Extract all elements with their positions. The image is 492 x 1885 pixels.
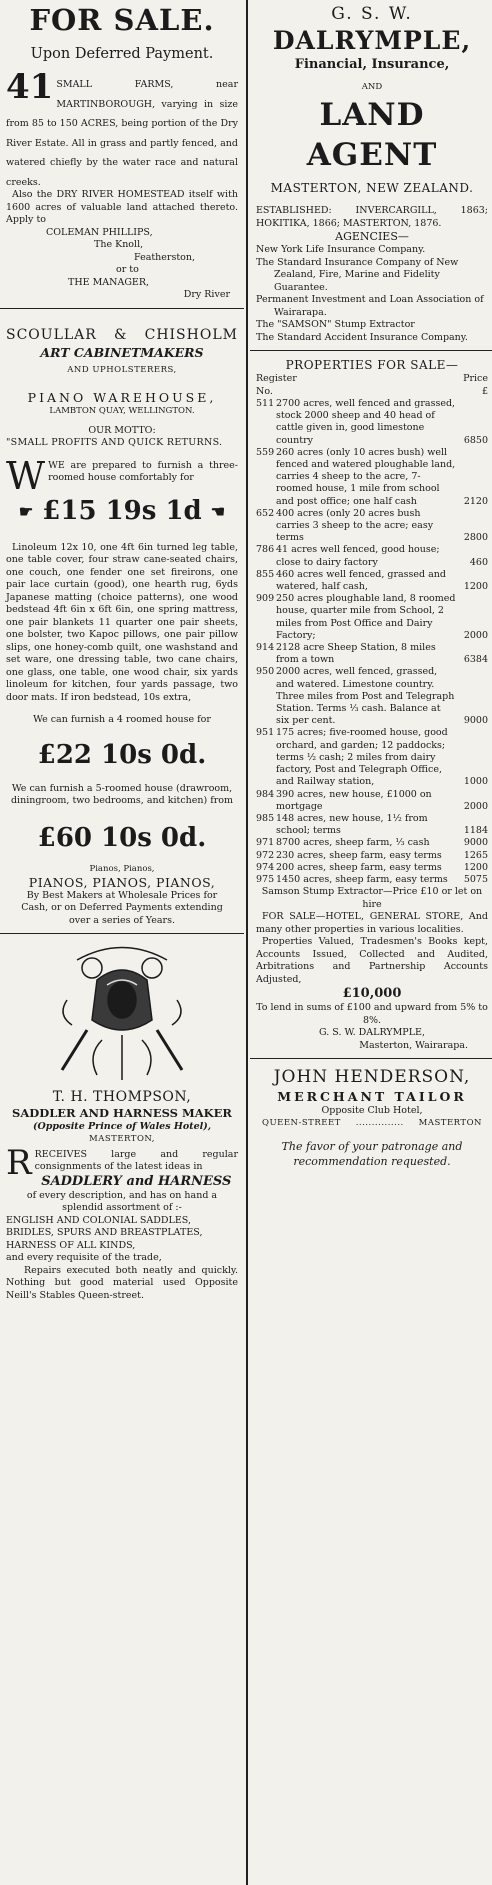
repairs-text: Repairs executed both neatly and quickly. Nothing but good material used Opposite Neill's Stables Queen-street. [6,1264,238,1301]
property-row [256,569,488,593]
henderson-street: QUEEN-STREET [262,1117,341,1128]
property-description: 390 acres, new house, £1000 on mortgage [276,788,432,812]
property-row [256,508,488,545]
property-description: 250 acres ploughable land, 8 roomed house, quarter mile from School, 2 miles from Post Office and Dairy Factory; [276,593,456,641]
pointing-hand-right-icon: ☛ [18,501,34,521]
property-row [256,544,488,568]
property-number: 950 [256,666,275,678]
thompson-trade: SADDLER AND HARNESS MAKER [12,1106,232,1120]
property-price: 2120 [463,495,488,507]
furniture-list: Linoleum 12x 10, one 4ft 6in turned leg table, one table cover, four straw cane-seated chairs, one couch, one fender one set fireirons, one pair lace curtain (good), one hearth rug, 6yds Japanese matting (choice patterns), one wood bedstead 4ft 6in x 6ft 6in, one spring mattress, one pair blankets 11 quarter one pair sheets, one bolster, two Kapoc pillows, one pair pillow slips, one honey-comb quilt, one washstand and set ware, one dressing table, two cane chairs, one glass, one table, one wood chair, six yards linoleum for kitchen, four yards passage, two door mats. If iron bedstead, 10s extra, [6,541,238,703]
property-row [256,593,488,642]
property-number: 909 [256,593,275,605]
property-price: 1200 [463,581,488,593]
property-description: 2000 acres, well fenced, grassed, and watered. Limestone country. Three miles from Post and Telegraph Station. Terms ⅓ cash. Balance at six per cent. [276,666,455,727]
pianos-small: Pianos, Pianos, [89,863,155,874]
henderson-town: MASTERTON [418,1117,482,1128]
right-column [250,0,492,1885]
henderson-name: JOHN HENDERSON, [273,1067,471,1088]
item-bridles: BRIDLES, SPURS AND BREASTPLATES, [6,1227,203,1238]
column-divider [246,0,248,1885]
pianos-text: By Best Makers at Wholesale Prices for Cash, or on Deferred Payments extending over a series of Years. [21,889,223,926]
property-number: 951 [256,727,275,739]
henderson-address [256,1118,488,1129]
saddle-illustration [6,940,238,1088]
henderson-opposite: Opposite Club Hotel, [321,1105,423,1117]
agency-3: Permanent Investment and Loan Association of Wairarapa. [256,294,484,318]
property-price: 1000 [463,776,488,788]
thompson-town: MASTERTON, [88,1133,156,1144]
agency-4: The "SAMSON" Stump Extractor [256,319,415,330]
farms-ad [0,0,244,302]
for-sale-title: FOR SALE. [29,3,215,37]
warehouse-address: LAMBTON QUAY, WELLINGTON. [49,405,195,416]
trade-line-2: AND UPHOLSTERERS, [67,364,177,375]
firm-name-2: CHISHOLM [144,326,238,343]
property-number: 985 [256,812,275,824]
property-number: 786 [256,544,275,556]
thompson-opposite: (Opposite Prince of Wales Hotel), [32,1121,212,1132]
henderson-favor: The favor of your patronage and recommendation requested. [281,1139,463,1168]
property-number: 652 [256,507,275,519]
lend-amount: £10,000 [342,986,402,1002]
property-row [256,850,488,862]
property-row [256,447,488,508]
thompson-name: T. H. THOMPSON, [52,1089,192,1105]
property-price: 2000 [463,629,488,641]
number-header: No. [256,385,273,397]
property-number: 984 [256,788,275,800]
property-number: 855 [256,568,275,580]
property-price: 9000 [463,715,488,727]
property-number: 914 [256,642,275,654]
manager-label: THE MANAGER, [68,276,150,288]
property-row [256,642,488,666]
contact-name: COLEMAN PHILLIPS, [46,226,153,238]
dalrymple-and: AND [361,82,383,92]
motto-title: OUR MOTTO: [88,424,156,436]
thompson-ad [0,940,244,1302]
price-four-room: £22 10s 0d. [37,739,207,770]
price-three-room [6,493,238,530]
property-price: 460 [469,556,488,568]
scoullar-chisholm-ad [0,315,244,928]
properties-title: PROPERTIES FOR SALE— [285,358,459,372]
property-description: 460 acres well fenced, grassed and watered, half cash, [276,568,446,593]
henderson-dots: ............... [355,1117,404,1128]
property-price: 5075 [463,873,488,885]
henderson-ad [250,1065,492,1169]
property-row [256,789,488,813]
hotel-text: FOR SALE—HOTEL, GENERAL STORE, And many other properties in various localities. [256,911,488,935]
dalrymple-town: MASTERTON, NEW ZEALAND. [270,181,474,195]
property-description: 148 acres, new house, 1½ from school; terms [276,812,428,837]
farms-body: SMALL FARMS, near MARTINBOROUGH, varying in size from 85 to 150 ACRES, being portion of the Dry River Estate. All in grass and partly fenced, and watered chiefly by the water race and natural creeks. [6,79,238,188]
agency-2: The Standard Insurance Company of New Zealand, Fire, Marine and Fidelity Guarantee. [256,256,459,293]
four-room-text: We can furnish a 4 roomed house for [33,714,211,725]
left-column [0,0,244,1885]
lend-text: To lend in sums of £100 and upward from 5% to 8%. [256,1002,488,1026]
property-number: 974 [256,861,275,873]
price-three-room-value: £15 19s 1d [42,495,202,526]
trade-line: ART CABINETMAKERS [40,344,204,360]
pound-header: £ [481,385,488,397]
item-harness: HARNESS OF ALL KINDS, [6,1239,136,1251]
property-description: 175 acres; five-roomed house, good orchard, and garden; 12 paddocks; terms ½ cash; 2 miles from dairy factory, Post and Telegraph Office, and Railway station, [276,727,448,788]
pianos-big: PIANOS, PIANOS, PIANOS, [28,874,216,890]
divider [0,308,244,309]
intro-text [6,453,238,498]
register-header: Register [256,373,297,384]
divider [250,1058,492,1059]
property-price: 9000 [463,837,488,849]
agencies-title: AGENCIES— [335,230,409,243]
property-price: 2800 [463,532,488,544]
saddle-harness-illustration [47,940,197,1086]
item-saddles: ENGLISH AND COLONIAL SADDLES, [6,1214,191,1226]
property-row [256,837,488,849]
receives-text: RRECEIVES large and regular consignments of the latest ideas in [6,1142,238,1183]
agency-1: New York Life Insurance Company. [256,244,426,255]
properties-ad [250,357,492,1052]
henderson-trade: MERCHANT TAILOR [277,1089,467,1105]
deferred-subtitle: Upon Deferred Payment. [30,46,214,62]
property-price: 6384 [463,654,488,666]
saddlery-line: SADDLERY and HARNESS [41,1173,232,1189]
property-price: 1184 [463,825,488,837]
land-agent-title: LAND AGENT [306,97,438,173]
signature-name: G. S. W. DALRYMPLE, [319,1027,425,1039]
valued-text: Properties Valued, Tradesmen's Books kept, Accounts Issued, Collected and Audited, Arbitrations and Partnership Accounts Adjusted, [256,936,488,985]
property-number: 971 [256,837,275,849]
samson-text: Samson Stump Extractor—Price £10 or let on hire [261,886,483,910]
manager-place: Dry River [183,289,230,300]
item-requisite: and every requisite of the trade, [6,1252,162,1263]
property-number: 511 [256,398,275,409]
divider [250,350,492,351]
property-number: 559 [256,446,275,458]
contact-address-2: Featherston, [134,251,196,263]
property-row [256,666,488,727]
firm-name-1: SCOULLAR [6,326,97,343]
price-header: Price [463,373,488,384]
homestead-text: Also the DRY RIVER HOMESTEAD itself with 1600 acres of valuable land attached thereto. Apply to [6,189,238,225]
property-description: 400 acres (only 20 acres bush carries 3 sheep to the acre; easy terms [276,507,434,544]
contact-address-1: The Knoll, [94,239,144,250]
pointing-hand-left-icon: ☚ [210,501,226,521]
dalrymple-sub: Financial, Insurance, [294,57,450,72]
property-description: 41 acres well fenced, good house; close to dairy factory [276,544,440,568]
property-row [256,727,488,788]
property-description: 8700 acres, sheep farm, ⅓ cash [276,837,430,849]
property-number: 972 [256,849,275,861]
intro-dropcap: W [6,453,46,498]
agency-5: The Standard Accident Insurance Company. [256,331,468,343]
property-description: 1450 acres, sheep farm, easy terms [276,873,448,885]
dalrymple-initials: G. S. W. [331,4,413,24]
five-room-text: We can furnish a 5-roomed house (drawroom, diningroom, two bedrooms, and kitchen) from [10,782,234,806]
divider [0,933,244,934]
property-number: 975 [256,873,275,885]
dalrymple-ad [250,0,492,344]
property-description: 200 acres, sheep farm, easy terms [276,861,442,873]
property-price: 6850 [463,434,488,446]
signature-place: Masterton, Wairarapa. [359,1039,468,1051]
piano-warehouse: PIANO WAREHOUSE, [27,389,217,405]
farms-count: 41 [6,67,54,107]
ampersand: & [113,326,128,343]
property-list [256,398,488,886]
property-price: 2000 [463,800,488,812]
property-row [256,813,488,837]
property-description: 230 acres, sheep farm, easy terms [276,849,442,861]
property-description: 2700 acres, well fenced and grassed, stock 2000 sheep and 40 head of cattle given in, good limestone country [276,398,456,446]
established-text: ESTABLISHED: INVERCARGILL, 1863; HOKITIKA, 1866; MASTERTON, 1876. [256,205,488,229]
property-row [256,398,488,447]
receives-body: RECEIVES large and regular consignments of the latest ideas in [34,1148,238,1172]
dalrymple-name: DALRYMPLE, [272,26,472,55]
property-description: 2128 acre Sheep Station, 8 miles from a town [276,642,436,666]
property-price: 1200 [463,861,488,873]
motto-text: "SMALL PROFITS AND QUICK RETURNS. [6,437,223,448]
price-five-room: £60 10s 0d. [37,822,207,853]
property-description: 260 acres (only 10 acres bush) well fenced and watered ploughable land, carries 4 sheep to the acre, 7-roomed house, 1 mile from school and post office; one half cash [276,446,456,507]
property-price: 1265 [463,849,488,861]
or-to: or to [116,264,139,275]
property-row [256,874,488,886]
property-row [256,862,488,874]
intro-body: WE are prepared to furnish a three-roomed house comfortably for [48,459,238,483]
assortment-text: of every description, and has on hand a splendid assortment of :- [26,1189,218,1213]
